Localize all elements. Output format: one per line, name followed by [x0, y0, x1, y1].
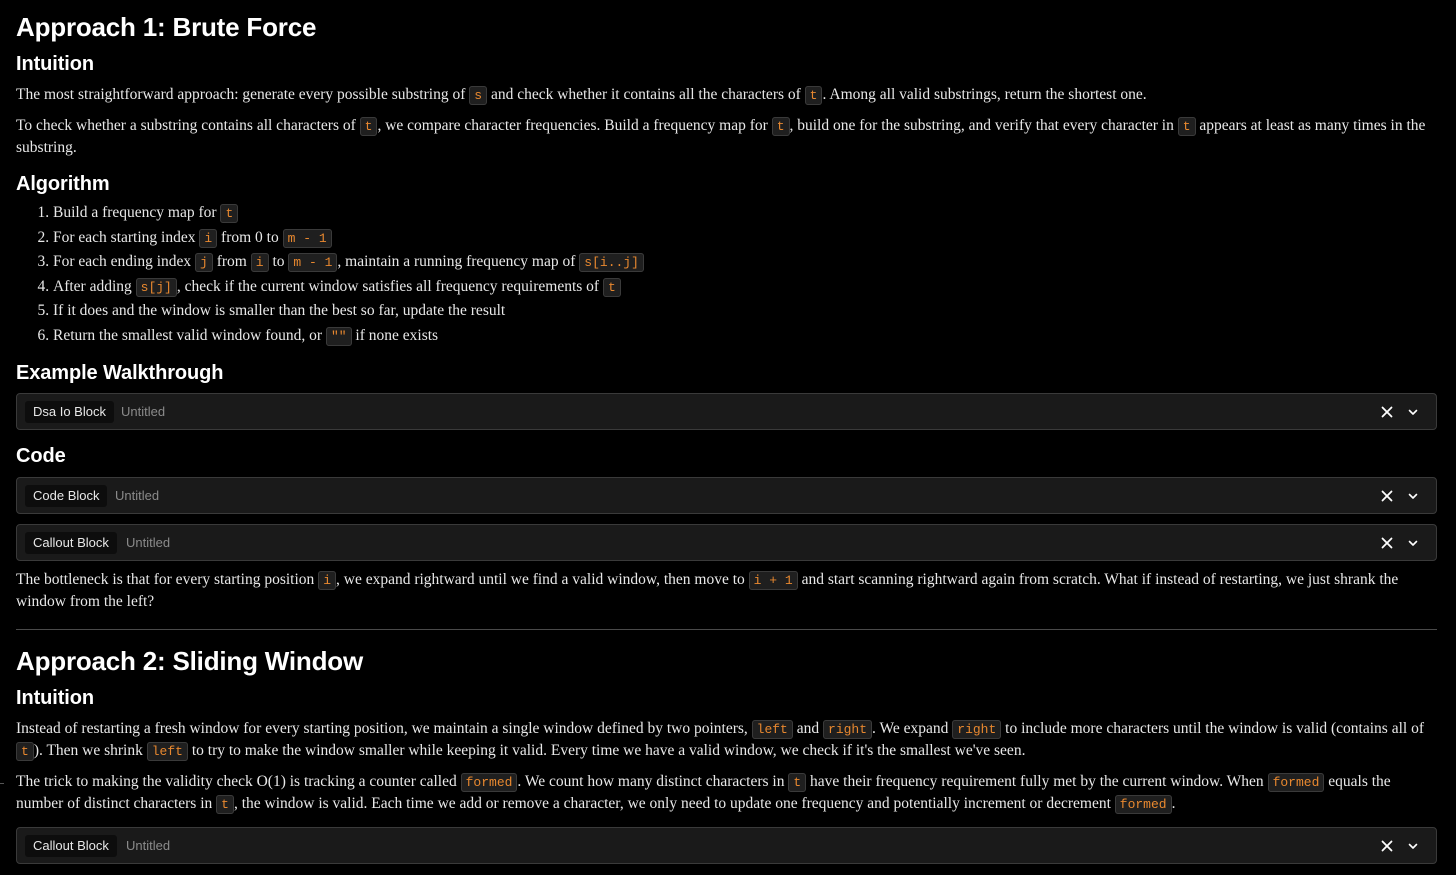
text-run: , the window is valid. Each time we add or remove a character, we only need to update one frequency and potentially increment or decrement — [233, 795, 1115, 812]
text-run: appears at least as many times in the substring. — [16, 117, 1426, 156]
text-run: from 0 to — [217, 228, 283, 246]
inline-code: t — [1178, 117, 1196, 136]
text-run: if none exists — [351, 326, 439, 344]
inline-code: t — [16, 742, 34, 761]
inline-code: s — [469, 86, 487, 105]
block-type-label: Callout Block — [25, 835, 117, 857]
text-run: , we expand rightward until we find a valid window, then move to — [336, 571, 749, 588]
code-block[interactable] — [16, 477, 1437, 514]
block-title: Untitled — [115, 488, 160, 503]
example-walkthrough-heading: Example Walkthrough — [16, 362, 224, 384]
inline-code: formed — [461, 773, 518, 792]
code-heading: Code — [16, 445, 66, 467]
text-run: If it does and the window is smaller than the best so far, update the result — [53, 302, 506, 320]
inline-code: formed — [1115, 795, 1172, 814]
algorithm-steps-list[interactable] — [16, 201, 1453, 349]
section-divider — [16, 629, 1437, 630]
approach-1-frequency-paragraph[interactable] — [16, 115, 1437, 159]
inline-code: t — [805, 86, 823, 105]
close-icon[interactable] — [1378, 403, 1396, 421]
close-icon[interactable] — [1378, 837, 1396, 855]
list-item — [53, 226, 1453, 251]
text-run: , maintain a running frequency map of — [337, 253, 580, 271]
list-item — [53, 324, 1453, 349]
approach-1-intuition-heading: Intuition — [16, 53, 94, 75]
text-run: and — [792, 720, 824, 737]
text-run: The trick to making the validity check O(1) is tracking a counter called — [16, 773, 461, 790]
inline-code: i — [318, 571, 336, 590]
bottleneck-paragraph[interactable] — [16, 569, 1437, 613]
text-run: , we compare character frequencies. Build a frequency map for — [377, 117, 772, 134]
inline-code: t — [360, 117, 378, 136]
block-type-label: Code Block — [25, 485, 107, 507]
inline-code: i — [199, 229, 217, 248]
inline-code: t — [216, 795, 234, 814]
text-run: , build one for the substring, and verify that every character in — [789, 117, 1178, 134]
text-run: Return the smallest valid window found, or — [53, 326, 326, 344]
text-run: , check if the current window satisfies all frequency requirements of — [176, 277, 603, 295]
inline-code: t — [220, 204, 238, 223]
callout-block[interactable] — [16, 524, 1437, 561]
inline-code: s[i..j] — [579, 253, 644, 272]
gutter-mark — [0, 783, 4, 784]
inline-code: t — [788, 773, 806, 792]
list-item — [53, 275, 1453, 300]
inline-code: right — [952, 720, 1001, 739]
inline-code: right — [823, 720, 872, 739]
inline-code: i + 1 — [749, 571, 798, 590]
text-run: equals the number of distinct characters in — [16, 773, 1391, 812]
dsa-io-block[interactable] — [16, 393, 1437, 430]
text-run: To check whether a substring contains all characters of — [16, 117, 360, 134]
text-run: Build a frequency map for — [53, 204, 221, 221]
callout-block[interactable] — [16, 827, 1437, 864]
text-run: For each ending index — [53, 253, 196, 271]
algorithm-heading: Algorithm — [16, 173, 110, 195]
chevron-down-icon[interactable] — [1404, 534, 1422, 552]
text-run: to try to make the window smaller while keeping it valid. Every time we have a valid window, we check if it's the smallest we've seen. — [187, 742, 1026, 759]
chevron-down-icon[interactable] — [1404, 403, 1422, 421]
text-run: and start scanning rightward again from scratch. What if instead of restarting, we just shrank the window from the left? — [16, 571, 1399, 610]
text-run: and check whether it contains all the characters of — [487, 86, 805, 103]
text-run: to include more characters until the window is valid (contains all of — [1001, 720, 1424, 737]
text-run: . We count how many distinct characters in — [517, 773, 789, 790]
inline-code: t — [603, 278, 621, 297]
text-run: . Among all valid substrings, return the shortest one. — [822, 86, 1147, 103]
text-run: have their frequency requirement fully met by the current window. When — [806, 773, 1268, 790]
inline-code: left — [752, 720, 793, 739]
approach-1-intuition-paragraph[interactable] — [16, 84, 1437, 106]
text-run: . — [1171, 795, 1176, 812]
text-run: . We expand — [872, 720, 953, 737]
block-title: Untitled — [126, 838, 171, 853]
inline-code: t — [772, 117, 790, 136]
inline-code: formed — [1268, 773, 1325, 792]
chevron-down-icon[interactable] — [1404, 487, 1422, 505]
list-item — [53, 250, 1453, 275]
approach-2-title: Approach 2: Sliding Window — [16, 646, 363, 676]
block-type-label: Callout Block — [25, 532, 117, 554]
inline-code: m - 1 — [288, 253, 337, 272]
block-type-label: Dsa Io Block — [25, 401, 114, 423]
list-item — [53, 201, 1453, 226]
text-run: The bottleneck is that for every starting position — [16, 571, 319, 588]
text-run: The most straightforward approach: generate every possible substring of — [16, 86, 470, 103]
list-item — [53, 299, 1453, 324]
approach-2-intuition-paragraph[interactable] — [16, 718, 1437, 762]
inline-code: s[j] — [136, 278, 177, 297]
inline-code: m - 1 — [283, 229, 332, 248]
inline-code: left — [147, 742, 188, 761]
block-title: Untitled — [121, 404, 166, 419]
text-run: Instead of restarting a fresh window for every starting position, we maintain a single window defined by two pointers, — [16, 720, 752, 737]
formed-counter-paragraph[interactable] — [16, 771, 1440, 815]
close-icon[interactable] — [1378, 534, 1396, 552]
text-run: After adding — [53, 277, 136, 295]
close-icon[interactable] — [1378, 487, 1396, 505]
text-run: to — [268, 253, 289, 271]
text-run: from — [212, 253, 251, 271]
text-run: ). Then we shrink — [33, 742, 147, 759]
approach-2-intuition-heading: Intuition — [16, 687, 94, 709]
approach-1-title: Approach 1: Brute Force — [16, 12, 317, 42]
block-title: Untitled — [126, 535, 171, 550]
inline-code: i — [251, 253, 269, 272]
text-run: For each starting index — [53, 228, 200, 246]
inline-code: j — [195, 253, 213, 272]
chevron-down-icon[interactable] — [1404, 837, 1422, 855]
inline-code: "" — [326, 327, 352, 346]
